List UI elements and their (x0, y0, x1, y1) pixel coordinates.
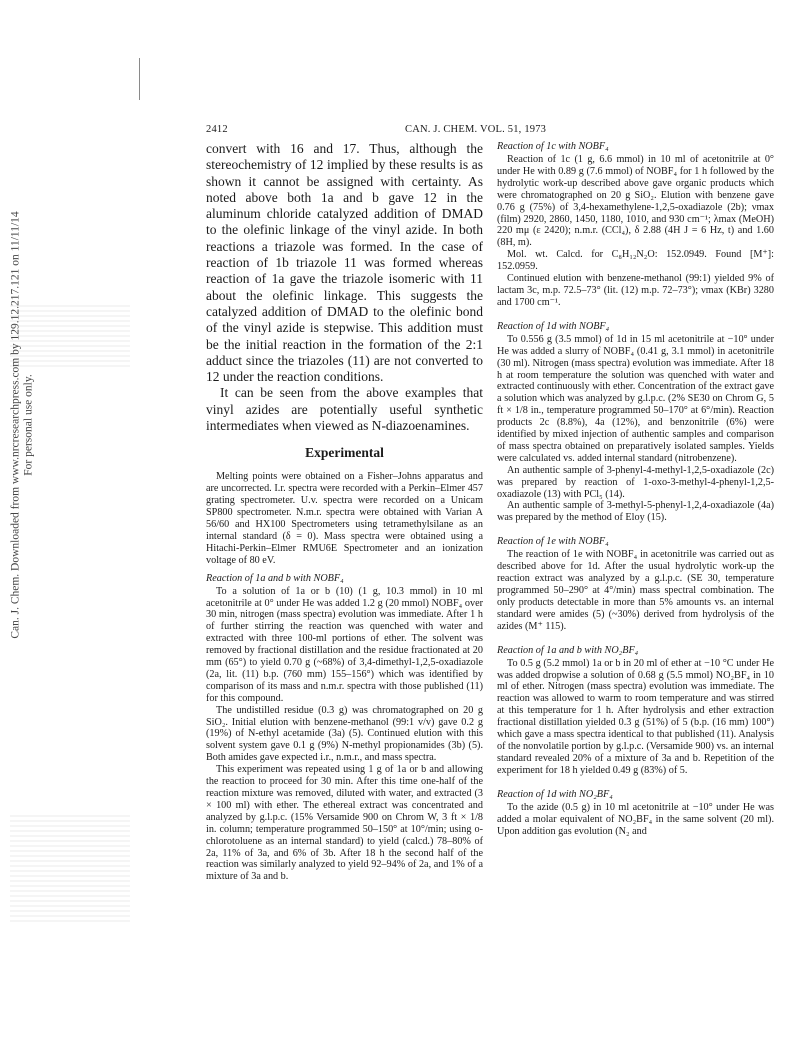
margin-rule (139, 58, 140, 100)
journal-running-title: CAN. J. CHEM. VOL. 51, 1973 (405, 124, 547, 135)
watermark-line-1: Can. J. Chem. Downloaded from www.nrcresearchpress.com by 129.12.217.121 on 11/11/14 (10, 211, 22, 639)
download-watermark (8, 190, 38, 660)
subsection-heading: Reaction of 1d with NO₂BF₄ (497, 788, 613, 800)
scan-artifact (10, 815, 130, 925)
subsection-heading: Reaction of 1a and b with NOBF₄ (206, 572, 344, 584)
experimental-paragraph: Mol. wt. Calcd. for C₈H₁₂N₂O: 152.0949. Found [M⁺]: 152.0959. (497, 249, 774, 273)
experimental-paragraph: Continued elution with benzene-methanol (99:1) yielded 9% of lactam 3c, m.p. 72.5–73° (lit. (12) m.p. 72–73°); νmax (KBr) 3280 and 1700 cm⁻¹. (497, 273, 774, 308)
experimental-paragraph: Reaction of 1c (1 g, 6.6 mmol) in 10 ml of acetonitrile at 0° under He with 0.89 g (7.6 mmol) of NOBF₄ for 1 h followed by the hydrolytic work-up described above gave organic products which were chromatographed on 20 g SiO₂. Elution with benzene gave 0.76 g (75%) of 3,4-hexamethylene-1,2,5-oxadiazole (2b); νmax (film) 2920, 2860, 1450, 1180, 1010, and 930 cm⁻¹; λmax (MeOH) 220 mμ (ε 2420); n.m.r. (CCl₄), δ 2.88 (4H J = 6 Hz, t) and 1.60 (8H, m). (497, 154, 774, 249)
experimental-paragraph: To a solution of 1a or b (10) (1 g, 10.3 mmol) in 10 ml acetonitrile at 0° under He was added 1.2 g (20 mmol) NOBF₄ over 30 min, nitrogen (mass spectra) evolution was immediate. After 1 h of further stirring the reaction was quenched with water and extracted with three 100-ml portions of ether. The solvent was removed by fractional distillation and the residue fractionated at 20 mm (65°) to yield 0.70 g (~68%) of 3,4-dimethyl-1,2,5-oxadiazole (2a, lit. (11) b.p. (760 mm) 155–156°) which was identified by comparison of its mass and n.m.r. spectra with those published (11) for this compound. (206, 585, 483, 704)
left-column (206, 141, 483, 883)
experimental-paragraph: An authentic sample of 3-methyl-5-phenyl-1,2,4-oxadiazole (4a) was prepared by the method of Eloy (15). (497, 500, 774, 524)
page-number: 2412 (206, 124, 228, 135)
subsection-heading: Reaction of 1d with NOBF₄ (497, 320, 610, 332)
subsection-heading: Reaction of 1c with NOBF₄ (497, 141, 609, 152)
watermark-line-2: For personal use only. (23, 374, 35, 476)
experimental-paragraph: This experiment was repeated using 1 g of 1a or b and allowing the reaction to proceed for 30 min. After this time one-half of the reaction mixture was removed, diluted with water, and extracted (3 × 100 ml) with ether. The ethereal extract was concentrated and analyzed by g.l.p.c. (15% Versamide 900 on Chrom W, 3 ft × 1/8 in. column; temperature programmed 50–150° at 10°/min; using o-chlorotoluene as an internal standard) to yield (calcd.) 78–80% of 2a, 11% of 3a, and 6% of 3b. After 18 h the second half of the reaction was similarly analyzed to yield 92–94% of 2a, and 1% of a mixture of 3a and b. (206, 764, 483, 883)
experimental-paragraph: To 0.556 g (3.5 mmol) of 1d in 15 ml acetonitrile at −10° under He was added a slurry of NOBF₄ (0.41 g, 3.1 mmol) in acetonitrile (30 ml). Nitrogen (mass spectra) evolution was immediate. After 18 h at room temperature the solution was quenched with water and extracted continuously with ether. Concentration of the extract gave a solution which was analyzed by g.l.p.c. (2% SE30 on Chrom G, 5 ft × 1/8 in., temperature programmed 50–170° at 6°/min). Reaction products 2c (8.8%), 4a (12%), and benzonitrile (6%) were identified by mixed injection of authentic samples and comparison of mass spectra obtained on preparatively isolated samples. Yields were calculated vs. added internal standard (nitrobenzene). (497, 333, 774, 464)
experimental-paragraph: The undistilled residue (0.3 g) was chromatographed on 20 g SiO₂. Initial elution with benzene-methanol (99:1 v/v) gave 0.2 g (19%) of N-ethyl acetamide (3a) (5). Continued elution with this solvent system gave 0.1 g (9%) N-methyl propionamides (3b) (5). Both amides gave expected i.r., n.m.r., and mass spectra. (206, 704, 483, 764)
subsection-heading: Reaction of 1e with NOBF₄ (497, 536, 609, 548)
experimental-paragraph: The reaction of 1e with NOBF₄ in acetonitrile was carried out as described above for 1d. After the usual hydrolytic work-up the reaction extract was analyzed by a g.l.p.c. (SE 30, temperature programmed 50–290° at 4°/min) mass spectral combination. The only products detectable in more than 5% amounts vs. an internal standard were amides (5) (~30%) derived from hydrolysis of the azides (M⁺ 115). (497, 549, 774, 632)
subsection-heading: Reaction of 1a and b with NO₂BF₄ (497, 644, 639, 656)
experimental-paragraph: To the azide (0.5 g) in 10 ml acetonitrile at −10° under He was added a molar equivalent of NO₂BF₄ in the same solvent (20 ml). Upon addition gas evolution (N₂ and (497, 801, 774, 837)
experimental-paragraph: An authentic sample of 3-phenyl-4-methyl-1,2,5-oxadiazole (2c) was prepared by reaction of 1-oxo-3-methyl-4-phenyl-1,2,5-oxadiazole (13) with PCl₅ (14). (497, 464, 774, 500)
experimental-paragraph: To 0.5 g (5.2 mmol) 1a or b in 20 ml of ether at −10 °C under He was added dropwise a solution of 0.68 g (5.5 mmol) NO₂BF₄ in 10 ml of ether. Nitrogen (mass spectra) evolution was immediate. The reaction was allowed to warm to room temperature and was stirred at this temperature for 1 h. After hydrolysis and ether extraction fractional distillation yielded 0.3 g (51%) of 5 (b.p. (16 mm) 100°) which gave a mass spectra identical to that published (11). Analysis of the nonvolatile portion by g.l.p.c. (Versamide 900) vs. an internal standard revealed 20% of a mixture of 3a and b. Repetition of the experiment for 18 h yielded 0.49 g (83%) of 5. (497, 657, 774, 776)
right-column (497, 141, 774, 837)
body-paragraph: convert with 16 and 17. Thus, although the stereochemistry of 12 implied by these results is as shown it cannot be assigned with certainty. As noted above both 1a and b gave 12 in the aluminum chloride catalyzed addition of DMAD to the olefinic linkage of the vinyl azide. In both reactions a triazole was formed. In the case of reaction of 1b triazole 11 was formed whereas reaction of 1a gave the triazole isomeric with 11 about the olefinic linkage. This suggests the catalyzed addition of DMAD to the olefinic bond of the vinyl azide is stepwise. This addition must be the initial reaction in the formation of the 2:1 adduct since the triazoles (11) are not converted to 12 under the reaction conditions. (206, 141, 483, 385)
experimental-paragraph: Melting points were obtained on a Fisher–Johns apparatus and are uncorrected. I.r. spectra were recorded with a Perkin–Elmer 457 grating spectrometer. U.v. spectra were recorded on a Unicam SP800 spectrometer. N.m.r. spectra were obtained with Varian A 56/60 and HX100 Spectrometers using tetramethylsilane as an internal standard (δ = 0). Mass spectra were obtained using a Hitachi-Perkin–Elmer RMU6E Spectrometer and an ionization voltage of 80 eV. (206, 471, 483, 566)
section-heading: Experimental (305, 445, 384, 461)
body-paragraph: It can be seen from the above examples that vinyl azides are potentially useful synthetic intermediates when viewed as N-diazoenamines. (206, 385, 483, 434)
